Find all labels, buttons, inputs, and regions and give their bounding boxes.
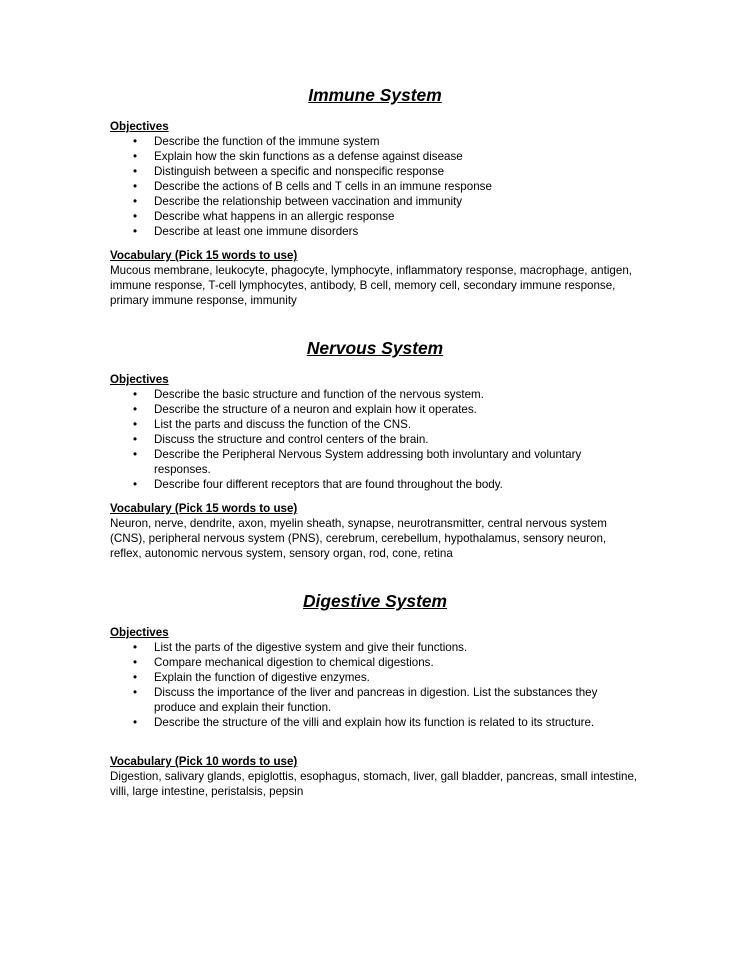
list-item: • Discuss the structure and control centers of the brain. [110,432,640,447]
vocabulary-text: Mucous membrane, leukocyte, phagocyte, lymphocyte, inflammatory response, macrophage, antigen, immune response, T-cell lymphocytes, antibody, B cell, memory cell, secondary immune response, primary immune response, immunity [110,264,632,307]
bullet-icon: • [132,433,138,446]
list-item: • Describe the structure of the villi and explain how its function is related to its structure. [110,715,640,730]
objectives-heading: Objectives [110,373,169,386]
bullet-icon: • [132,478,138,491]
list-item: • Describe the relationship between vaccination and immunity [110,194,640,209]
list-item: • Compare mechanical digestion to chemical digestions. [110,655,640,670]
list-item: • Describe at least one immune disorders [110,224,640,239]
bullet-icon: • [132,641,138,654]
objectives-list [110,134,640,239]
bullet-icon: • [132,686,138,699]
vocabulary-heading: Vocabulary (Pick 15 words to use) [110,249,298,262]
bullet-icon: • [132,656,138,669]
section-nervous-system [110,339,640,561]
list-item: • Describe the basic structure and function of the nervous system. [110,387,640,402]
section-immune-system [110,86,640,308]
list-item: • Discuss the importance of the liver and pancreas in digestion. List the substances they produce and explain their function. [110,685,640,715]
list-item: • List the parts of the digestive system and give their functions. [110,640,640,655]
objectives-list [110,640,640,730]
list-item: • Distinguish between a specific and nonspecific response [110,164,640,179]
list-item: • Explain how the skin functions as a defense against disease [110,149,640,164]
objectives-list [110,387,640,492]
bullet-icon: • [132,180,138,193]
bullet-icon: • [132,418,138,431]
list-item: • Describe four different receptors that are found throughout the body. [110,477,640,492]
list-item: • Describe the structure of a neuron and explain how it operates. [110,402,640,417]
list-item: • Explain the function of digestive enzymes. [110,670,640,685]
bullet-icon: • [132,225,138,238]
list-item: • Describe what happens in an allergic response [110,209,640,224]
vocabulary-heading: Vocabulary (Pick 15 words to use) [110,502,298,515]
list-item: • Describe the actions of B cells and T cells in an immune response [110,179,640,194]
document-page [110,86,640,799]
section-digestive-system [110,592,640,799]
bullet-icon: • [132,403,138,416]
vocabulary-text: Neuron, nerve, dendrite, axon, myelin sheath, synapse, neurotransmitter, central nervous system (CNS), peripheral nervous system (PNS), cerebrum, cerebellum, hypothalamus, sensory neuron, reflex, autonomic nervous system, sensory organ, rod, cone, retina [110,517,607,560]
bullet-icon: • [132,448,138,461]
bullet-icon: • [132,135,138,148]
bullet-icon: • [132,150,138,163]
vocabulary-text: Digestion, salivary glands, epiglottis, esophagus, stomach, liver, gall bladder, pancreas, small intestine, villi, large intestine, peristalsis, pepsin [110,770,638,798]
bullet-icon: • [132,210,138,223]
list-item: • List the parts and discuss the function of the CNS. [110,417,640,432]
section-title: Immune System [308,85,442,105]
bullet-icon: • [132,716,138,729]
vocabulary-heading: Vocabulary (Pick 10 words to use) [110,755,298,768]
objectives-heading: Objectives [110,626,169,639]
bullet-icon: • [132,671,138,684]
list-item: • Describe the Peripheral Nervous System addressing both involuntary and voluntary responses. [110,447,640,477]
objectives-heading: Objectives [110,120,169,133]
bullet-icon: • [132,195,138,208]
section-title: Digestive System [302,591,448,611]
list-item: • Describe the function of the immune system [110,134,640,149]
bullet-icon: • [132,388,138,401]
bullet-icon: • [132,165,138,178]
section-title: Nervous System [306,338,444,358]
